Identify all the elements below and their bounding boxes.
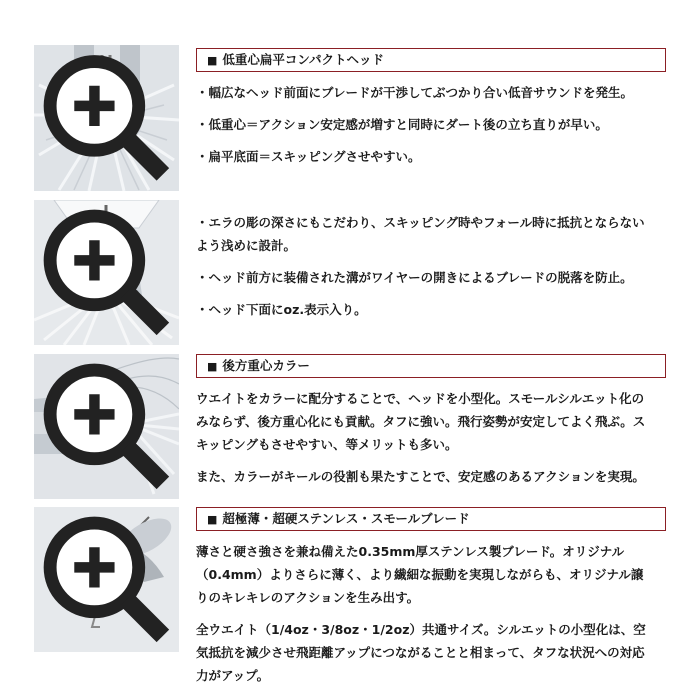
bullet-continued: よう浅めに設計。 [196, 238, 297, 253]
section-3-body [196, 387, 676, 488]
paragraph-line: ウエイトをカラーに配分することで、ヘッドを小型化。スモールシルエット化の [196, 391, 645, 406]
paragraph-line: みならず、後方重心化にも貢献。タフに強い。飛行姿勢が安定してよく飛ぶ。ス [196, 414, 646, 429]
paragraph-line: りのキレキレのアクションを生み出す。 [196, 590, 420, 605]
thumb-rear-collar[interactable] [34, 354, 179, 499]
heading-marker: ■ [207, 513, 218, 526]
zoom-icon[interactable] [34, 45, 179, 191]
paragraph-line: 気抵抗を減少させ飛距離アップにつながることと相まって、タフな状況への対応 [196, 645, 645, 660]
zoom-icon[interactable] [34, 200, 179, 345]
heading-text: 低重心扁平コンパクトヘッド [222, 52, 385, 67]
section-4-heading [196, 507, 666, 531]
thumb-head-bottom[interactable] [34, 200, 179, 345]
paragraph-line: 力がアップ。 [196, 668, 270, 683]
paragraph-line: キッピングもさせやすい、等メリットも多い。 [196, 437, 458, 452]
heading-text: 後方重心カラー [222, 358, 310, 373]
thumb-blade[interactable] [34, 507, 179, 652]
paragraph-line: また、カラーがキールの役割も果たすことで、安定感のあるアクションを実現。 [196, 469, 645, 484]
zoom-icon[interactable] [34, 354, 179, 499]
section-1-body [196, 81, 676, 168]
heading-marker: ■ [207, 54, 218, 67]
bullet: ・幅広なヘッド前面にブレードが干渉してぶつかり合い低音サウンドを発生。 [196, 85, 634, 100]
paragraph-line: （0.4mm）よりさらに薄く、より繊細な振動を実現しながらも、オリジナル譲 [196, 567, 644, 582]
bullet: ・ヘッド前方に装備された溝がワイヤーの開きによるブレードの脱落を防止。 [196, 270, 633, 285]
section-3-heading [196, 354, 666, 378]
thumb-head-front[interactable] [34, 45, 179, 191]
paragraph-line: 薄さと硬さ強さを兼ね備えた0.35mm厚ステンレス製ブレード。オリジナル [196, 544, 625, 559]
section-2-body [196, 211, 676, 321]
section-4-body [196, 540, 676, 687]
bullet: ・扁平底面＝スキッピングさせやすい。 [196, 149, 421, 164]
bullet: ・低重心＝アクション安定感が増すと同時にダート後の立ち直りが早い。 [196, 117, 608, 132]
heading-text: 超極薄・超硬ステンレス・スモールブレード [222, 511, 470, 526]
heading-marker: ■ [207, 360, 218, 373]
section-1-heading [196, 48, 666, 72]
bullet: ・エラの彫の深さにもこだわり、スキッピング時やフォール時に抵抗とならない [196, 215, 645, 230]
zoom-icon[interactable] [34, 507, 179, 652]
paragraph-line: 全ウエイト（1/4oz・3/8oz・1/2oz）共通サイズ。シルエットの小型化は、空 [196, 622, 646, 637]
bullet: ・ヘッド下面にoz.表示入り。 [196, 302, 367, 317]
